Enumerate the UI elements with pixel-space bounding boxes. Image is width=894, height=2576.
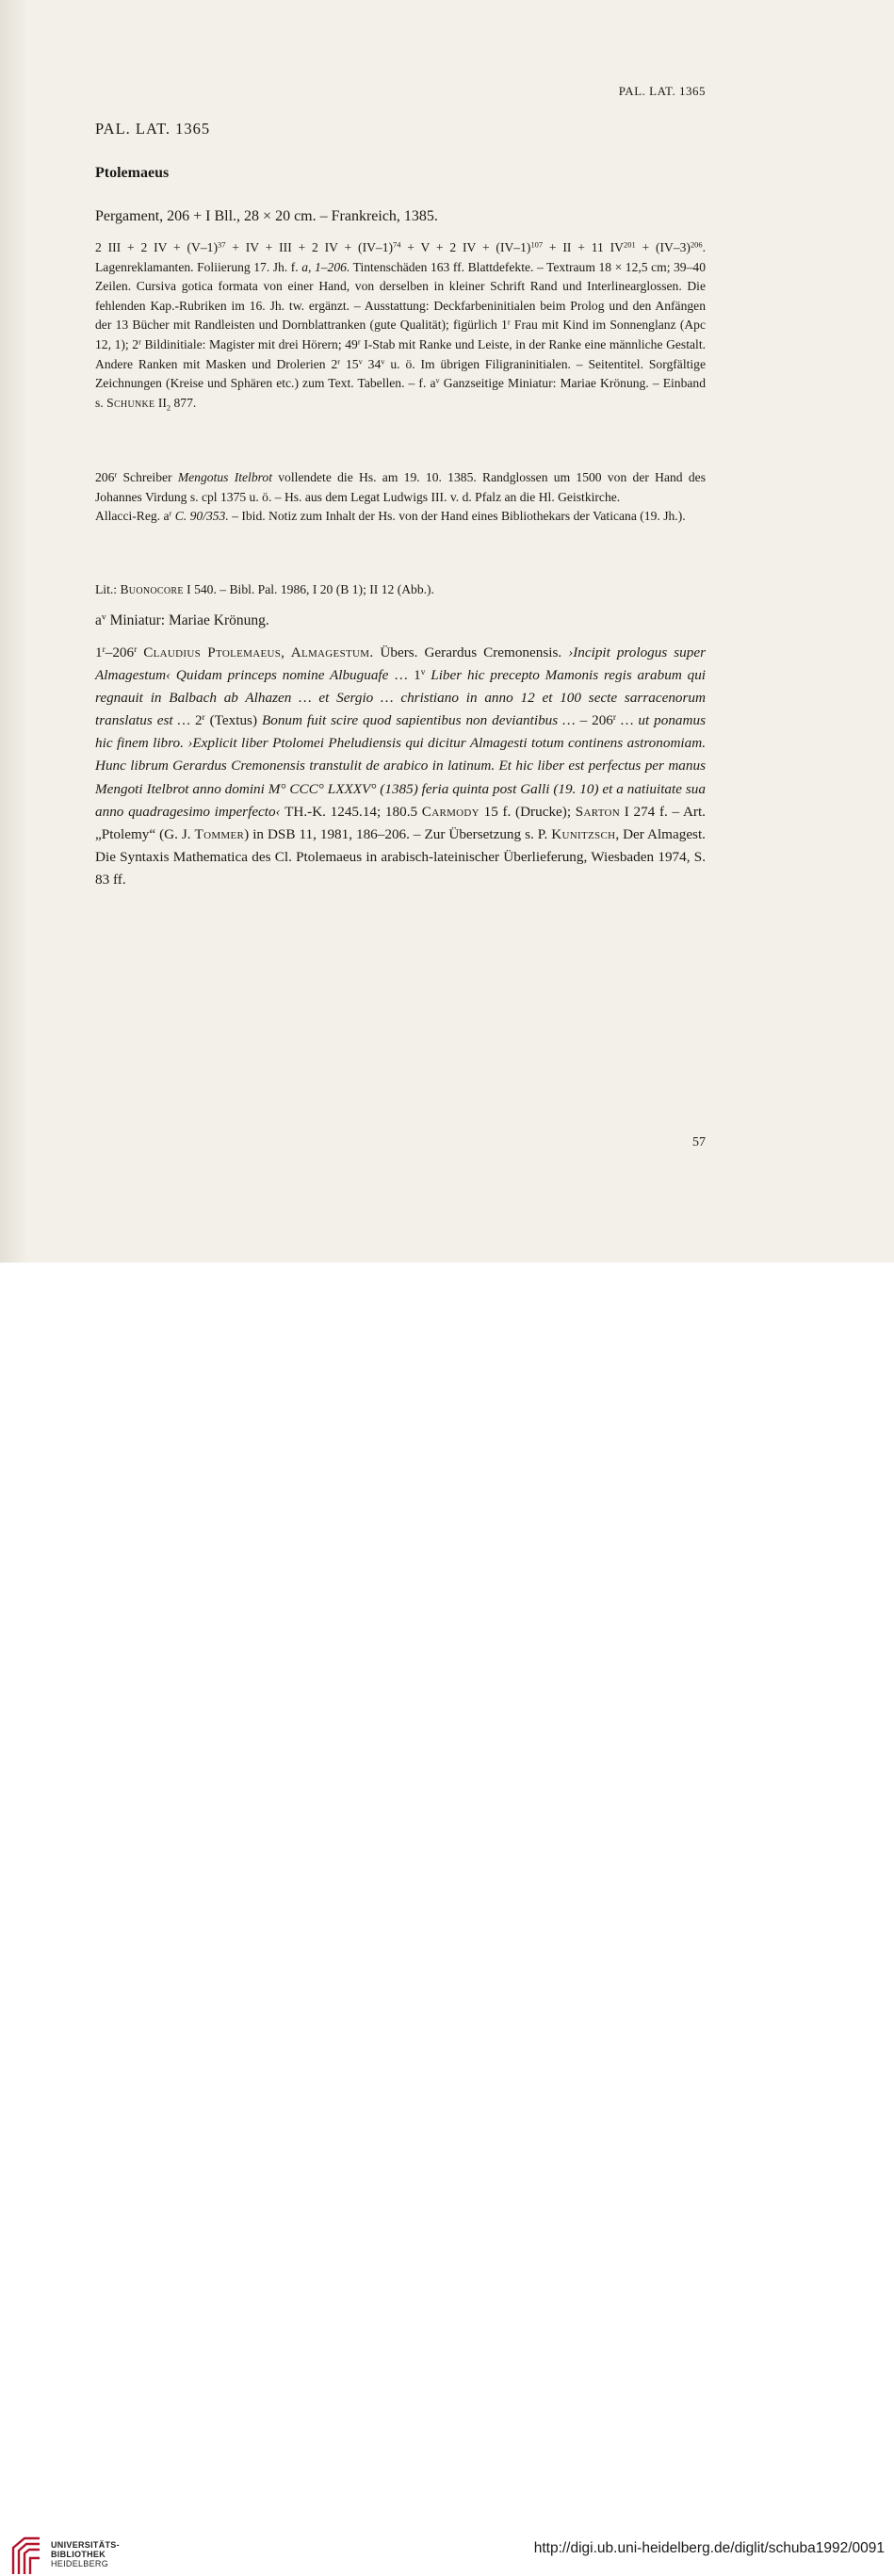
miniature-entry: $a^v$ Miniatur: Mariae Krönung. — [95, 611, 269, 628]
university-library-logo-icon — [9, 2533, 43, 2576]
scanned-page — [0, 0, 894, 1263]
permalink-url[interactable]: http://digi.ub.uni-heidelberg.de/diglit/schuba1992/0091 — [533, 2540, 885, 2556]
provenance-note: 206$^r$ Schreiber Mengotus Itelbrot vollendete die Hs. am 19. 10. 1385. Randglossen um 1500 von der Hand des Johannes Virdung s. cpl 1375 u. ö. – Hs. aus dem Legat Ludwigs III. v. d. Pfalz an die Hl. Geistkirche. Allacci-Reg. $a^r$ C. 90/353. – Ibid. Notiz zum Inhalt der Hs. von der Hand eines Bibliothekars der Vaticana (19. Jh.). — [95, 469, 706, 524]
library-name: UNIVERSITÄTS- BIBLIOTHEK HEIDELBERG — [51, 2540, 120, 2568]
collation-description: 2 III + 2 IV + $(V-1)^{37}$ + IV + III + 2 IV + $(IV-1)^{74} + V + 2$ IV + $(IV-1)^{107}$ + II + 11 $IV^{201} + (IV-3)^{206}$. Lagenreklamanten. Foliierung 17. Jh. f. a, 1–206. Tintenschäden 163 ff. Blattdefekte. – Textraum 18 × 12,5 cm; 39–40 Zeilen. Cursiva gotica formata von einer Hand, von derselben in kleiner Schrift Rand und Interlinearglossen. Die fehlenden Kap.-Rubriken im 16. Jh. tw. ergänzt. – Ausstattung: Deckfarbeninitialen beim Prolog und den Anfängen der 13 Bücher mit Randleisten und Dornblattranken (gute Qualität); figürlich 1$^r$ Frau mit Kind im Sonnenglanz (Apc 12, 1); 2$^r$ Bildinitiale: Magister mit drei Hörern; 49$^r$ I-Stab mit Ranke und Leiste, in der Ranke eine männliche Gestalt. Andere Ranken mit Masken und Drolerien 2$^r$ 15$^v$ 34$^v$ u. ö. Im übrigen Filigraninitialen. – Seitentitel. Sorgfältige Zeichnungen (Kreise und Sphären etc.) zum Text. Tabellen. – f. $a^v$ Ganzseitige Miniatur: Mariae Krönung. – Einband s. Schunke $II_2$ 877. — [95, 239, 707, 413]
page-number: 57 — [692, 1135, 706, 1149]
content-entry: 1$^r$–206$^r$ Claudius Ptolemaeus, Almagestum. Übers. Gerardus Cremonensis. ›Incipit prologus super Almagestum‹ Quidam princeps nomine Albuguafe … 1$^v$ Liber hic precepto Mamonis regis arabum qui regnauit in Balbach ab Alhazen … et Sergio … christiano in anno 12 et 100 secte sarracenorum translatus est … 2$^r$ (Textus) Bonum fuit scire quod sapientibus non deviantibus … – 206$^r$ … ut ponamus hic finem libro. ›Explicit liber Ptolomei Pheludiensis qui dicitur Almagesti totum continens astronomiam. Hunc librum Gerardus Cremonensis transtulit de arabico in latinum. Et hic liber est perfectus per manus Mengoti Itelbrot anno domini M° CCC° LXXXV° (1385) feria quinta post Galli (19. 10) et a natiuitate sua anno quadragesimo imperfecto‹ TH.-K. 1245.14; 180.5 Carmody 15 f. (Drucke); Sarton I 274 f. – Art. „Ptolemy“ (G. J. Tommer) in DSB 11, 1981, 186–206. – Zur Übersetzung s. P. Kunitzsch, Der Almagest. Die Syntaxis Mathematica des Cl. Ptolemaeus in arabisch-lateinischer Überlieferung, Wiesbaden 1974, S. 83 ff. — [95, 644, 707, 888]
literature-note: Lit.: Buonocore I 540. – Bibl. Pal. 1986, I 20 (B 1); II 12 (Abb.). — [95, 582, 434, 596]
page-shadow — [0, 0, 28, 1263]
physical-summary: Pergament, 206 + I Bll., 28 × 20 cm. – Frankreich, 1385. — [95, 208, 438, 224]
shelfmark-title: PAL. LAT. 1365 — [95, 120, 211, 138]
viewer-footer — [0, 1263, 894, 2568]
running-head: PAL. LAT. 1365 — [618, 84, 706, 98]
author-heading: Ptolemaeus — [95, 165, 170, 181]
